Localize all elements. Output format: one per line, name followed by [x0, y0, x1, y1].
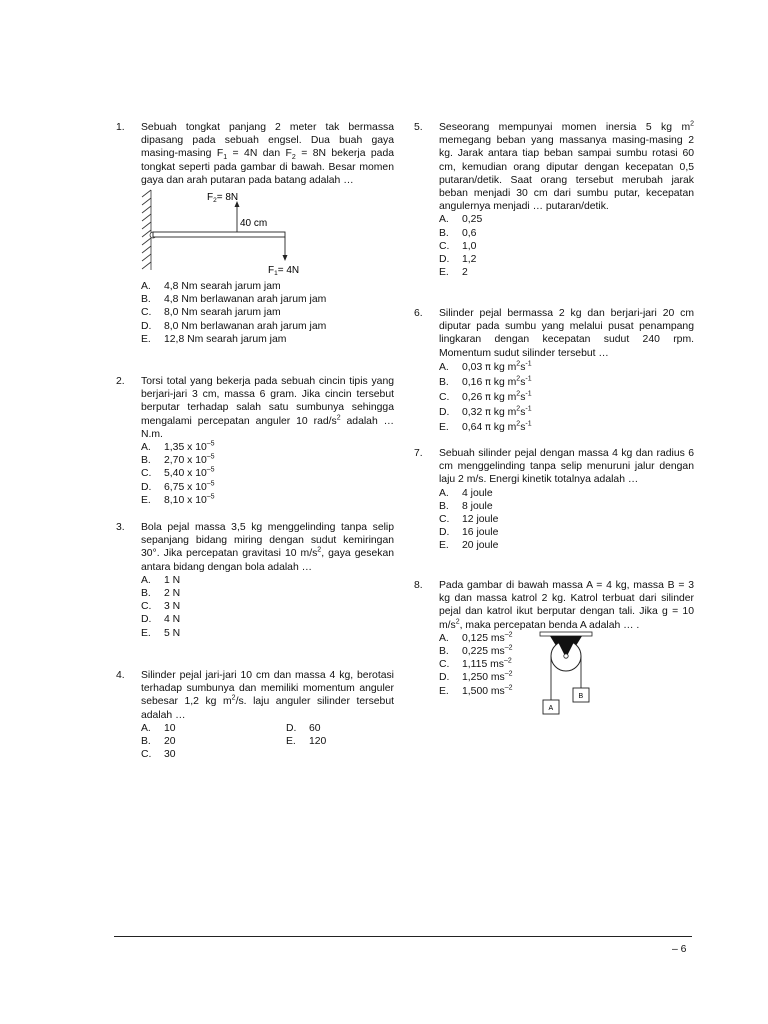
question-text: Torsi total yang bekerja pada sebuah cincin tipis yang berjari-jari 3 cm, massa 6 gram. Jika cincin tersebut berputar terhadap salah satu sumbunya sehingga mengalami percepatan anguler 10 rad/$s^2$ adalah … N.m. — [141, 376, 395, 440]
ceiling — [540, 632, 592, 636]
option[interactable]: B. 2 N — [141, 588, 181, 600]
option[interactable]: A. 4 joule — [439, 487, 493, 499]
options-list — [439, 360, 694, 435]
pi-symbol: π — [485, 421, 491, 433]
block-a-label: A — [548, 704, 554, 712]
question-text: Sebuah silinder pejal dengan massa 4 kg dan radius 6 cm menggelinding tanpa selip menuruni jalur dengan laju 2 m/s. Energi kinetik totalnya adalah … — [439, 448, 694, 486]
option[interactable]: C. 1,0 — [439, 240, 477, 252]
option[interactable]: D. 6,75 x $10^{-5}$ — [141, 480, 215, 493]
option[interactable]: B. 0,6 — [439, 227, 477, 239]
option[interactable]: A. 4,8 Nm searah jarum jam — [141, 281, 281, 293]
option[interactable]: C. 3 N — [141, 601, 181, 613]
f1-arrowhead-icon — [283, 255, 288, 261]
option[interactable]: D. 16 joule — [439, 527, 499, 539]
question-text: Seseorang mempunyai momen inersia 5 kg $m^2$ memegang beban yang massanya masing-masing 2 kg. Jarak antara tiap beban sampai sumbu rotasi 60 cm, kemudian orang diputar dengan kecepatan 0,5 putaran/detik. Saat orang tersebut merubah jarak beban menjadi 30 cm dari sumbu putar, kecepatan angulernya menjadi … putaran/detik. — [439, 120, 694, 213]
question-text: Silinder pejal bermassa 2 kg dan berjari-jari 20 cm diputar pada sumbu yang melalui pusat penampang lingkaran dengan kecepatan sudut 240 rpm. Momentum sudut silinder tersebut … — [439, 308, 694, 359]
pi-symbol: π — [485, 391, 491, 403]
options-list — [141, 722, 394, 762]
pulley-diagram — [538, 630, 598, 720]
block-b-label: B — [578, 692, 584, 700]
page-number: – 6 — [672, 944, 687, 955]
f2-label: $F_2= 8N$ — [207, 192, 239, 205]
question-text: Silinder pejal jari-jari 10 cm dan massa 4 kg, berotasi terhadap sumbunya dan memiliki momentum anguler sebesar 1,2 kg $m^2/s$. laju anguler silinder tersebut adalah … — [141, 670, 394, 721]
question-text: Sebuah tongkat panjang 2 meter tak bermassa dipasang pada sebuah engsel. Dua buah gaya masing-masing $F_1 = 4N$ dan $F_2 = 8N$ bekerja pada tongkat seperti pada gambar di bawah. Besar momen gaya dan arah putaran pada batang adalah … — [141, 122, 395, 186]
option[interactable]: C. 30 — [141, 749, 176, 761]
option[interactable]: B. 4,8 Nm berlawanan arah jarum jam — [141, 294, 327, 306]
question-number: 7. — [414, 448, 423, 459]
option[interactable]: D. 4 N — [141, 614, 181, 626]
f1-label: $F_1= 4N$ — [268, 265, 299, 278]
question-number: 3. — [116, 522, 125, 533]
option[interactable]: C. 8,0 Nm searah jarum jam — [141, 307, 281, 319]
pulley-axle-icon — [564, 654, 568, 658]
wall-hatch — [142, 190, 151, 270]
option[interactable]: B. 0,16 π kg $m^2s^{-1}$ — [439, 375, 532, 388]
option[interactable]: E. 2 — [439, 267, 468, 279]
question-number: 2. — [116, 376, 125, 387]
pi-symbol: π — [485, 406, 491, 418]
option[interactable]: A. 0,25 — [439, 214, 483, 226]
option[interactable]: D. 1,250 $ms^{-2}$ — [439, 670, 513, 684]
options-list — [439, 213, 694, 279]
option[interactable]: E. 0,64 π kg $m^2s^{-1}$ — [439, 420, 532, 433]
option[interactable]: E. 120 — [286, 736, 327, 748]
distance-label: 40 cm — [240, 218, 268, 230]
option[interactable]: D. 1,2 — [439, 254, 477, 266]
option[interactable]: D. 8,0 Nm berlawanan arah jarum jam — [141, 320, 327, 332]
option[interactable]: D. 60 — [286, 722, 321, 734]
option[interactable]: E. 8,10 x $10^{-5}$ — [141, 493, 215, 506]
pi-symbol: π — [485, 361, 491, 373]
option[interactable]: A. 0,03 π kg $m^2s^{-1}$ — [439, 360, 532, 373]
lever-diagram — [139, 188, 299, 280]
options-list — [439, 487, 694, 553]
option[interactable]: A. 10 — [141, 722, 176, 734]
option[interactable]: E. 12,8 Nm searah jarum jam — [141, 333, 287, 345]
option[interactable]: B. 20 — [141, 736, 176, 748]
option[interactable]: B. 2,70 x $10^{-5}$ — [141, 453, 215, 467]
option[interactable]: C. 5,40 x $10^{-5}$ — [141, 466, 215, 480]
option[interactable]: E. 20 joule — [439, 540, 499, 552]
pi-symbol: π — [485, 376, 491, 388]
question-number: 8. — [414, 580, 423, 591]
option[interactable]: B. 8 joule — [439, 500, 493, 512]
footer-rule — [114, 936, 692, 937]
question-text: Bola pejal massa 3,5 kg menggelinding tanpa selip sepanjang bidang miring dengan sudut kemiringan 30°. Jika percepatan gravitasi 10 $m/s^2$, gaya gesekan antara bidang dengan bola adalah … — [141, 522, 394, 573]
option[interactable]: C. 0,26 π kg $m^2s^{-1}$ — [439, 390, 532, 403]
option[interactable]: C. 1,115 $ms^{-2}$ — [439, 657, 512, 671]
question-text: Pada gambar di bawah massa A = 4 kg, massa B = 3 kg dan massa katrol 2 kg. Katrol terbuat dari silinder pejal dan katrol ikut berputar dengan tali. Jika g = 10 $m/s^2$, maka percepatan benda A adalah … . — [439, 580, 694, 631]
question-number: 5. — [414, 122, 423, 133]
question-number: 4. — [116, 670, 125, 681]
rod — [153, 232, 285, 237]
options-list — [141, 441, 394, 507]
option[interactable]: E. 1,500 $ms^{-2}$ — [439, 684, 513, 697]
option[interactable]: B. 0,225 $ms^{-2}$ — [439, 644, 513, 658]
question-number: 1. — [116, 122, 125, 133]
option[interactable]: A. 0,125 $ms^{-2}$ — [439, 631, 513, 644]
options-list — [141, 574, 394, 640]
option[interactable]: C. 12 joule — [439, 514, 499, 526]
options-list — [141, 280, 394, 346]
question-number: 6. — [414, 308, 423, 319]
option[interactable]: D. 0,32 π kg $m^2s^{-1}$ — [439, 405, 532, 418]
option[interactable]: A. 1,35 x $10^{-5}$ — [141, 440, 215, 454]
option[interactable]: E. 5 N — [141, 627, 181, 639]
option[interactable]: A. 1 N — [141, 574, 181, 586]
